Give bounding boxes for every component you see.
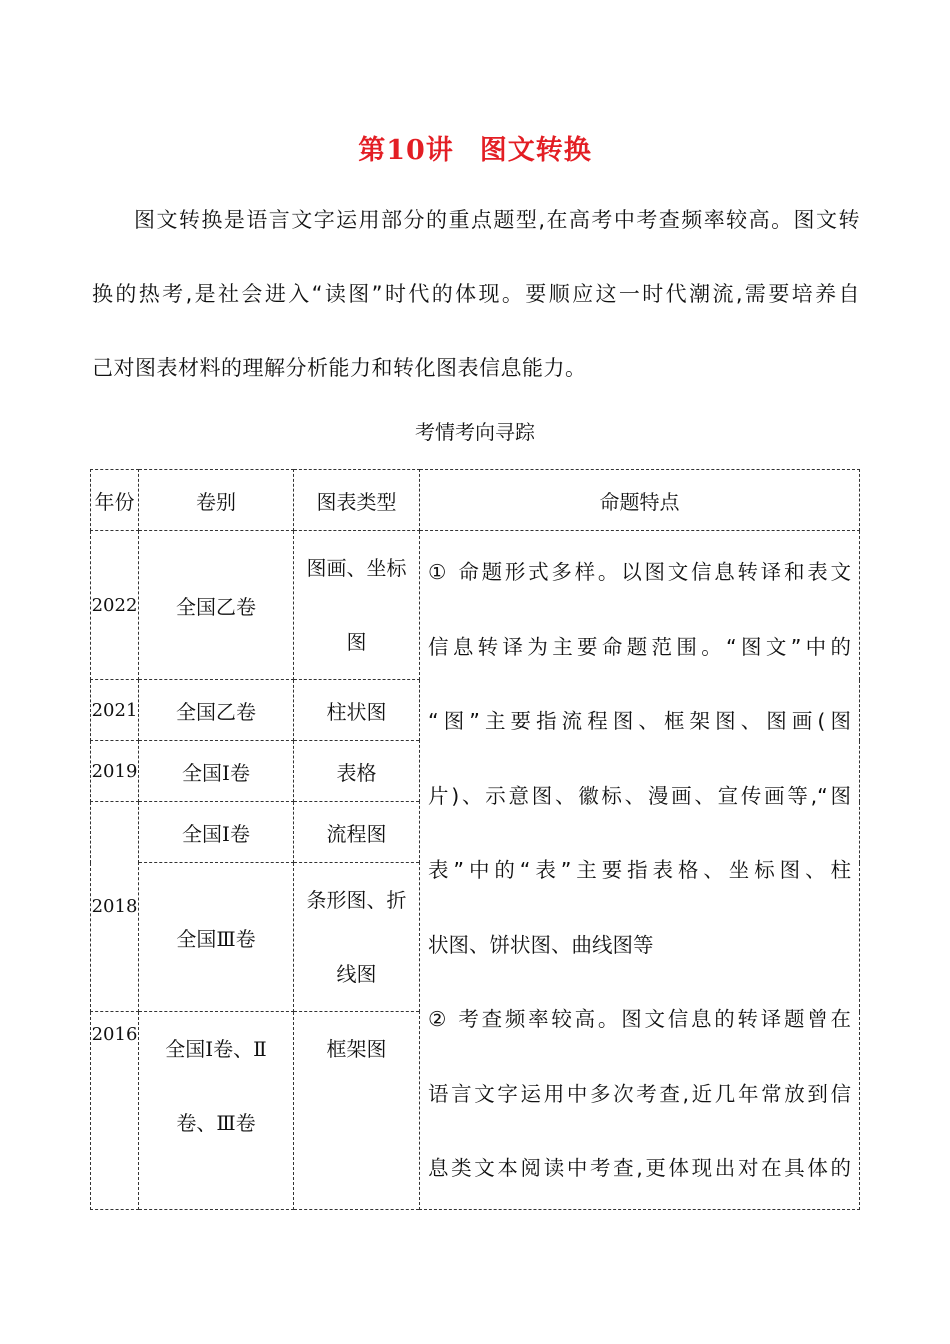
lecture-number: 第10讲: [358, 135, 454, 166]
feature-line: 信息转译为主要命题范围。“图文”中的: [428, 634, 851, 659]
chart-type-cell: 柱状图: [294, 680, 420, 741]
intro-paragraph: [92, 183, 860, 405]
section-subtitle: 考情考向寻踪: [415, 420, 535, 444]
year-cell: 2016: [91, 1012, 139, 1210]
table-header-row: [91, 470, 860, 531]
page-title: [0, 128, 950, 167]
year-cell: 2018: [91, 802, 139, 1012]
paper-cell: 全国Ⅰ卷: [139, 802, 294, 863]
feature-line: ② 考查频率较高。图文信息的转译题曾在: [428, 1007, 851, 1031]
lecture-topic: 图文转换: [479, 135, 592, 166]
chart-type-cell: 流程图: [294, 802, 420, 863]
paper-cell: 全国Ⅲ卷: [139, 863, 294, 1012]
intro-line: 图文转换是语言文字运用部分的重点题型,在高考中考查频率较高。图文转: [134, 208, 860, 232]
paper-line: 卷、Ⅲ卷: [176, 1111, 256, 1135]
chart-type-cell: [294, 863, 420, 1012]
intro-line: 换的热考,是社会进入“读图”时代的体现。要顺应这一时代潮流,需要培养自: [92, 282, 860, 306]
intro-line: 己对图表材料的理解分析能力和转化图表信息能力。: [92, 356, 587, 380]
chart-type-cell: 表格: [294, 741, 420, 802]
paper-cell: 全国Ⅰ卷: [139, 741, 294, 802]
paper-cell: 全国乙卷: [139, 680, 294, 741]
chart-type-line: 线图: [336, 962, 377, 986]
exam-trend-table: [90, 469, 860, 1210]
paper-line: 全国Ⅰ卷、Ⅱ: [165, 1037, 267, 1061]
header-paper: 卷别: [139, 470, 294, 531]
year-cell: 2019: [91, 741, 139, 802]
chart-type-line: 框架图: [326, 1037, 387, 1061]
header-features: 命题特点: [420, 470, 860, 531]
feature-line: 语言文字运用中多次考查,近几年常放到信: [428, 1081, 851, 1106]
feature-line: 息类文本阅读中考查,更体现出对在具体的: [428, 1156, 851, 1180]
chart-type-cell: [294, 531, 420, 680]
feature-line: “图”主要指流程图、框架图、图画(图: [428, 709, 851, 733]
table-row: [91, 531, 860, 680]
chart-type-line: 图: [346, 630, 367, 654]
paper-cell: 全国乙卷: [139, 531, 294, 680]
header-year: 年份: [91, 470, 139, 531]
feature-line: 片)、示意图、徽标、漫画、宣传画等,“图: [428, 783, 851, 808]
paper-cell: [139, 1012, 294, 1210]
feature-line: 表”中的“表”主要指表格、坐标图、柱: [428, 858, 851, 882]
features-cell: [420, 531, 860, 1210]
header-chart-type: 图表类型: [294, 470, 420, 531]
chart-type-line: 条形图、折: [306, 888, 407, 912]
year-cell: 2021: [91, 680, 139, 741]
chart-type-cell: [294, 1012, 420, 1210]
year-cell: 2022: [91, 531, 139, 680]
chart-type-line: 图画、坐标: [306, 556, 407, 580]
feature-line: 状图、饼状图、曲线图等: [428, 932, 654, 957]
feature-line: ① 命题形式多样。以图文信息转译和表文: [428, 560, 851, 584]
